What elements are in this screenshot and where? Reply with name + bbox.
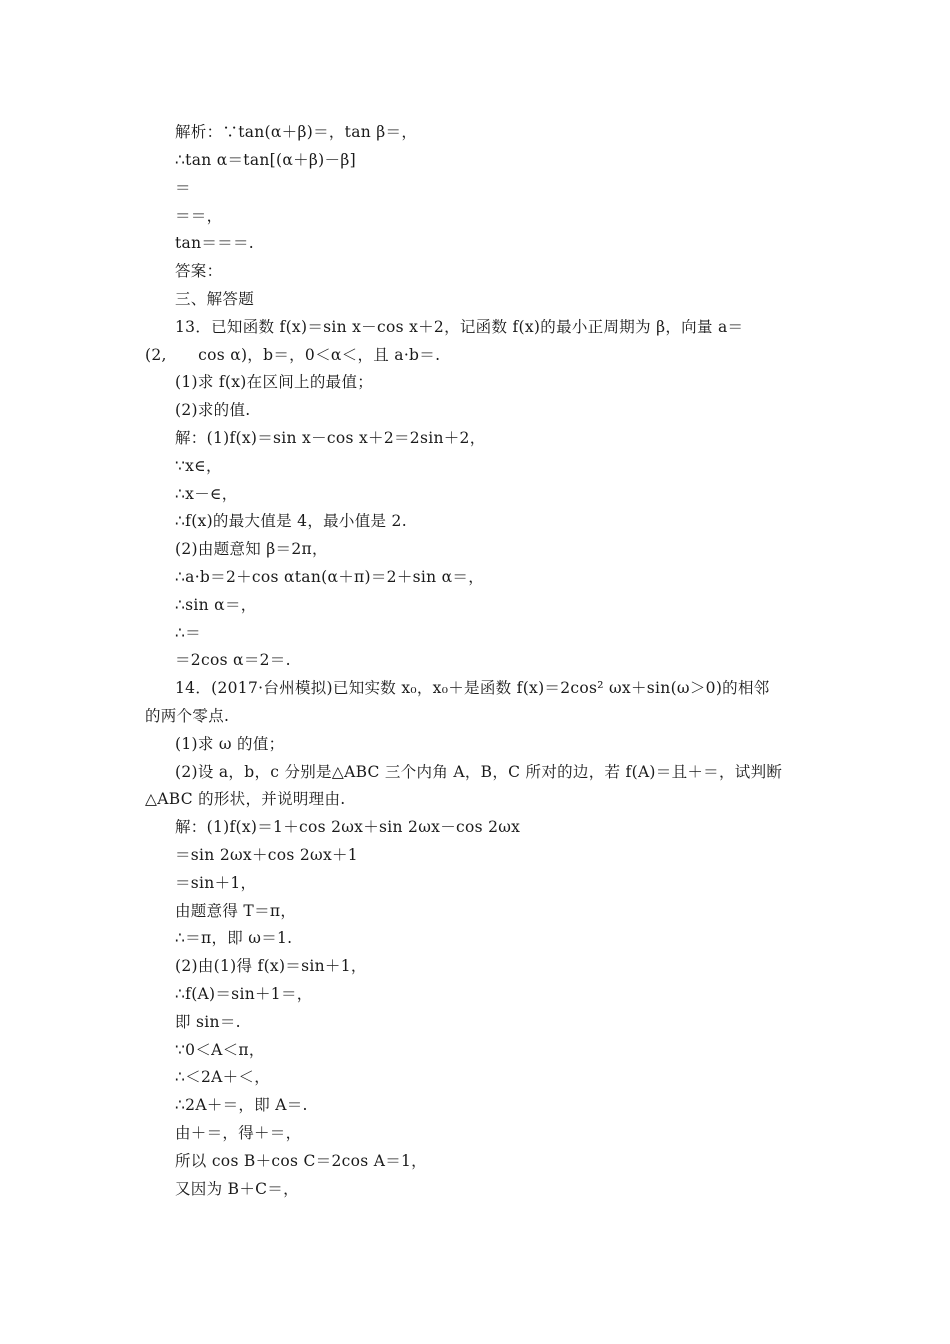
text-line: ∵0＜A＜π，	[175, 1041, 265, 1059]
text-line: 解析：∵tan(α＋β)＝，tan β＝，	[175, 123, 418, 141]
text-line: ∴＜2A＋＜，	[175, 1068, 271, 1086]
text-line: ＝	[175, 179, 191, 197]
text-line: ∴＝	[175, 624, 201, 642]
text-line: (1)求 f(x)在区间上的最值；	[175, 373, 374, 391]
text-line: ∴tan α＝tan[(α＋β)－β]	[175, 151, 356, 169]
text-line: 所以 cos B＋cos C＝2cos A＝1，	[175, 1152, 427, 1170]
text-line: ∴＝π，即 ω＝1.	[175, 929, 293, 947]
text-line: ＝2cos α＝2＝.	[175, 651, 291, 669]
text-line: 即 sin＝.	[175, 1013, 241, 1031]
text-line: ∵x∈，	[175, 457, 222, 475]
text-line: ∴a·b＝2＋cos αtan(α＋π)＝2＋sin α＝，	[175, 568, 485, 586]
text-line: ∴x－∈，	[175, 485, 238, 503]
text-line: (1)求 ω 的值；	[175, 735, 285, 753]
text-line: (2, cos α)，b＝，0＜α＜，且 a·b＝.	[145, 346, 441, 364]
text-line: ＝sin＋1，	[175, 874, 257, 892]
text-line: △ABC 的形状，并说明理由.	[145, 790, 346, 808]
text-line: 又因为 B＋C＝，	[175, 1180, 299, 1198]
section-heading: 三、解答题	[175, 290, 255, 308]
text-line: ＝＝，	[175, 207, 223, 225]
text-line: ＝sin 2ωx＋cos 2ωx＋1	[175, 846, 358, 864]
text-line: (2)求的值.	[175, 401, 251, 419]
text-line: ∴f(A)＝sin＋1＝，	[175, 985, 313, 1003]
text-line: 解：(1)f(x)＝sin x－cos x＋2＝2sin＋2，	[175, 429, 486, 447]
text-line: (2)由(1)得 f(x)＝sin＋1，	[175, 957, 367, 975]
question-13-line: 13．已知函数 f(x)＝sin x－cos x＋2，记函数 f(x)的最小正周期为 β，向量 a＝	[175, 318, 744, 336]
text-line: (2)由题意知 β＝2π，	[175, 540, 328, 558]
text-line: 答案：	[175, 262, 223, 280]
text-line: 解：(1)f(x)＝1＋cos 2ωx＋sin 2ωx－cos 2ωx	[175, 818, 521, 836]
text-line: (2)设 a，b，c 分别是△ABC 三个内角 A，B，C 所对的边，若 f(A)＝且＋＝，试判断	[175, 763, 783, 781]
text-line: 的两个零点.	[145, 707, 230, 725]
question-14-line: 14．(2017·台州模拟)已知实数 x₀，x₀＋是函数 f(x)＝2cos² ωx＋sin(ω＞0)的相邻	[175, 679, 770, 697]
text-line: 由题意得 T＝π，	[175, 902, 297, 920]
text-line: ∴f(x)的最大值是 4，最小值是 2.	[175, 512, 407, 530]
text-line: ∴sin α＝，	[175, 596, 257, 614]
text-line: 由＋＝，得＋＝，	[175, 1124, 302, 1142]
text-line: ∴2A＋＝，即 A＝.	[175, 1096, 308, 1114]
text-line: tan＝＝＝.	[175, 234, 254, 252]
